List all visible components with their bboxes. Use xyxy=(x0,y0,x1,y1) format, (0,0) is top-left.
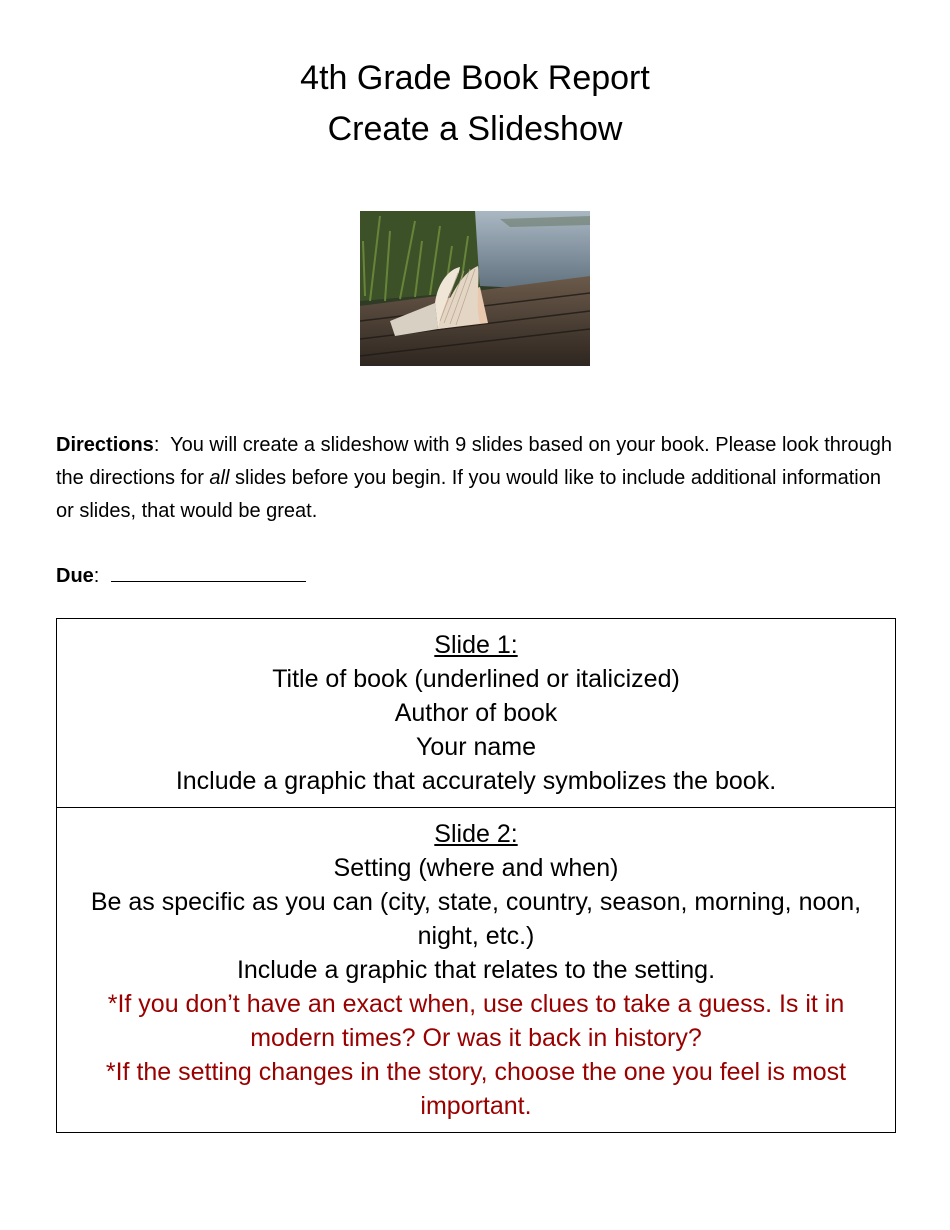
open-book-photo xyxy=(360,211,590,366)
slide-line: Be as specific as you can (city, state, country, season, morning, noon, night, etc.) xyxy=(90,888,862,950)
slides-table xyxy=(56,618,896,1133)
slide-line: Title of book (underlined or italicized) xyxy=(272,665,680,693)
directions-text-continued: slides before you begin. If you would like to include additional information or slides, that would be great. xyxy=(56,467,881,522)
slide-line: Include a graphic that relates to the setting. xyxy=(236,956,716,984)
slide-cell-1 xyxy=(57,619,896,808)
page-subtitle: Create a Slideshow xyxy=(327,110,623,148)
directions-emphasis: all xyxy=(209,467,230,489)
slide-line: Setting (where and when) xyxy=(333,854,619,882)
slide-line: Include a graphic that accurately symbolizes the book. xyxy=(175,767,777,795)
directions-text: You will create a slideshow with 9 slides based on your book. Please look through the directions for xyxy=(56,434,893,489)
due-label: Due xyxy=(56,565,94,587)
slide-note: *If you don’t have an exact when, use clues to take a guess. Is it in modern times? Or was it back in history? xyxy=(107,990,845,1052)
due-date-blank xyxy=(111,560,306,582)
directions-paragraph: Directions: You will create a slideshow with 9 slides based on your book. Please look through the directions for all slides before you begin. If you would like to include additional information or slides, that would be great. xyxy=(56,434,893,522)
directions-label: Directions xyxy=(56,434,154,456)
slide-row-2 xyxy=(57,808,896,1133)
slide-note: *If the setting changes in the story, choose the one you feel is most important. xyxy=(105,1058,847,1120)
due-line: Due: xyxy=(56,560,896,593)
slide-heading: Slide 1: xyxy=(434,631,518,659)
slide-row-1 xyxy=(57,619,896,808)
page-title: 4th Grade Book Report xyxy=(300,59,650,97)
slide-line: Author of book xyxy=(394,699,558,727)
slide-line: Your name xyxy=(416,733,536,761)
slide-cell-2 xyxy=(57,808,896,1133)
slide-heading: Slide 2: xyxy=(434,820,518,848)
